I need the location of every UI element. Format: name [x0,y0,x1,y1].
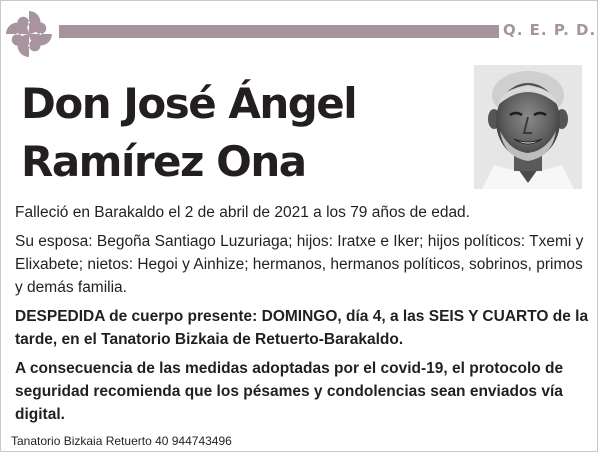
notice-body [15,201,591,432]
farewell-paragraph: DESPEDIDA de cuerpo presente: DOMINGO, día 4, a las SEIS Y CUARTO de la tarde, en el Tanatorio Bizkaia de Retuerto-Barakaldo. [15,308,589,348]
qepd-label: Q. E. P. D. [503,21,597,39]
portrait-image [474,65,582,189]
deceased-name [21,75,461,191]
lauburu-icon [4,9,54,59]
covid-note-paragraph: A consecuencia de las medidas adoptadas por el covid-19, el protocolo de seguridad recomienda que los pésames y condolencias sean enviados vía digital. [15,360,564,423]
family-paragraph: Su esposa: Begoña Santiago Luzuriaga; hijos: Iratxe e Iker; hijos políticos: Txemi y Elixabete; nietos: Hegoi y Ainhize; hermanos, hermanos políticos, sobrinos, primos y demás familia. [15,233,584,296]
deceased-photo [474,65,582,189]
name-line-2: Ramírez Ona [21,137,306,186]
death-notice-paragraph: Falleció en Barakaldo el 2 de abril de 2021 a los 79 años de edad. [15,204,470,221]
funeral-home-footer: Tanatorio Bizkaia Retuerto 40 944743496 [11,434,232,448]
header-divider-bar [59,25,499,38]
name-line-1: Don José Ángel [21,79,357,128]
